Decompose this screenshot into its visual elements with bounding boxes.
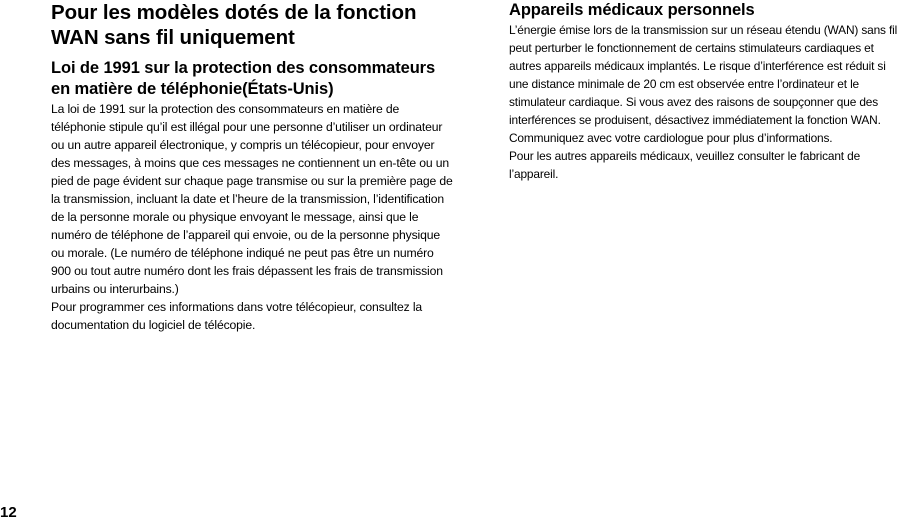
- medical-devices-heading: Appareils médicaux personnels: [509, 1, 755, 19]
- right-column: [509, 0, 905, 183]
- consumer-protection-paragraph: La loi de 1991 sur la protection des consommateurs en matière de téléphonie stipule qu’il est illégal pour une personne d’utiliser un ordinateur ou un autre appareil électronique, y compris un télécopieur, pour envoyer des messages, à moins que ces messages ne contiennent un en-tête ou un pied de page évident sur chaque page transmise ou sur la première page de la transmission, incluant la date et l’heure de la transmission, l’identification de la personne morale ou physique envoyant le message, ainsi que le numéro de téléphone de l’appareil qui envoie, ou de la personne physique ou morale. (Le numéro de téléphone indiqué ne peut pas être un numéro 900 ou tout autre numéro dont les frais dépassent les frais de transmission urbains ou interurbains.): [51, 102, 453, 296]
- main-heading: Pour les modèles dotés de la fonction WAN sans fil uniquement: [51, 1, 417, 49]
- left-column: [51, 0, 453, 334]
- other-devices-paragraph: Pour les autres appareils médicaux, veuillez consulter le fabricant de l’appareil.: [509, 149, 861, 181]
- consumer-protection-heading: Loi de 1991 sur la protection des consommateurs en matière de téléphonie(États-Unis): [51, 59, 436, 98]
- pacemaker-paragraph: L’énergie émise lors de la transmission sur un réseau étendu (WAN) sans fil peut perturber le fonctionnement de certains stimulateurs cardiaques et autres appareils médicaux implantés. Le risque d’interférence est réduit si une distance minimale de 20 cm est observée entre l’ordinateur et le stimulateur cardiaque. Si vous avez des raisons de soupçonner que des interférences se produisent, désactivez immédiatement la fonction WAN. Communiquez avec votre cardiologue pour plus d’informations.: [509, 23, 898, 145]
- fax-programming-paragraph: Pour programmer ces informations dans votre télécopieur, consultez la documentation du logiciel de télécopie.: [51, 300, 423, 332]
- page-number: 12: [0, 504, 17, 521]
